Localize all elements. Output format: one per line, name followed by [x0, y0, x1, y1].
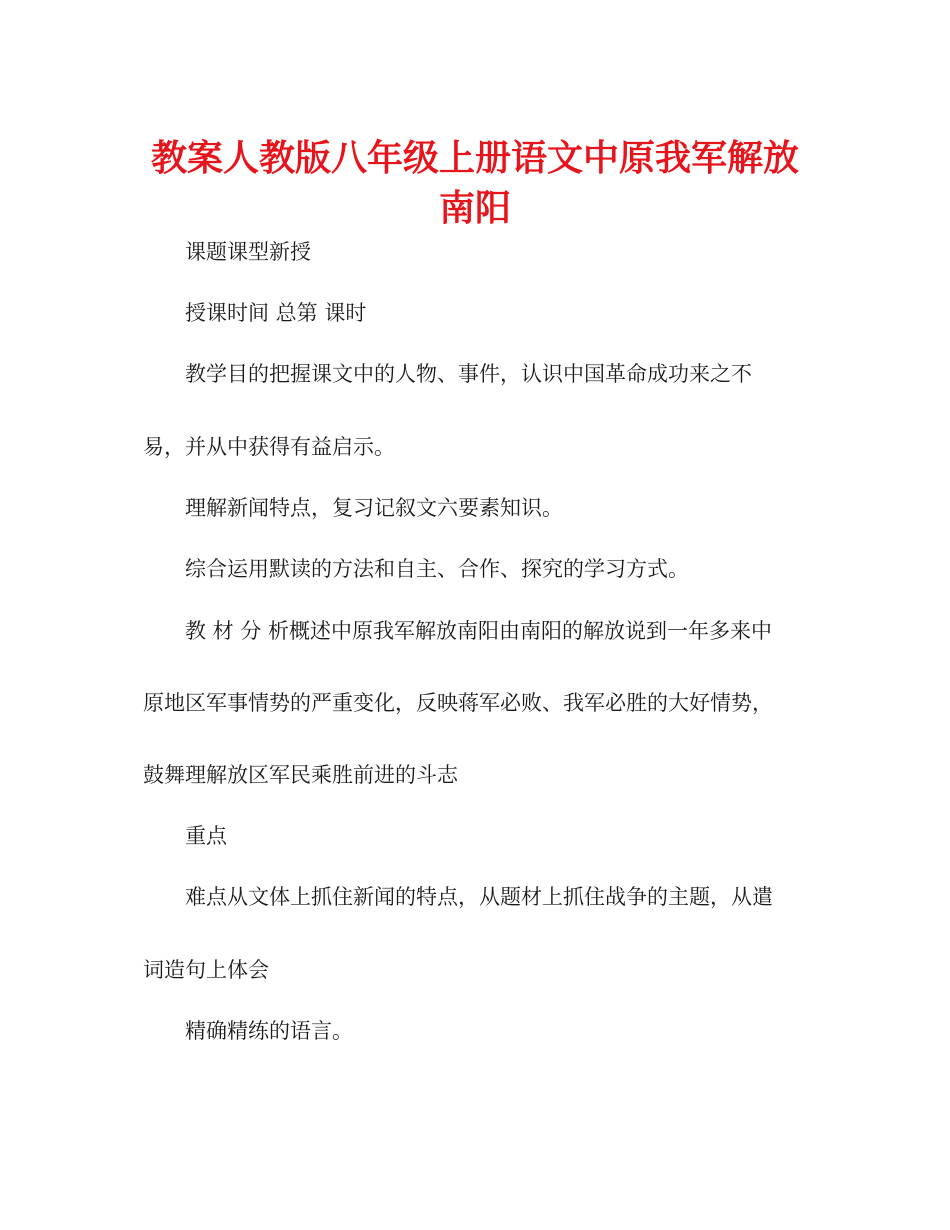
teaching-goal-line-2: 易，并从中获得有益启示。 — [143, 435, 395, 459]
material-analysis-line-3: 鼓舞理解放区军民乘胜前进的斗志 — [143, 763, 458, 787]
document-title-line-2: 南阳 — [438, 188, 511, 229]
teaching-goal-line-1: 教学目的把握课文中的人物、事件，认识中国革命成功来之不 — [185, 362, 752, 386]
key-point-line: 重点 — [185, 824, 227, 848]
material-analysis-line-1: 教 材 分 析概述中原我军解放南阳由南阳的解放说到一年多来中 — [185, 619, 773, 643]
difficulty-line-1: 难点从文体上抓住新闻的特点，从题材上抓住战争的主题，从遣 — [185, 885, 773, 909]
document-title-line-1: 教案人教版八年级上册语文中原我军解放 — [150, 138, 799, 179]
difficulty-line-3: 精确精练的语言。 — [185, 1019, 353, 1043]
lesson-type-line: 课题课型新授 — [185, 240, 311, 264]
difficulty-line-2: 词造句上体会 — [143, 958, 269, 982]
lesson-time-line: 授课时间 总第 课时 — [185, 301, 367, 325]
news-features-line: 理解新闻特点，复习记叙文六要素知识。 — [185, 496, 563, 520]
learning-method-line: 综合运用默读的方法和自主、合作、探究的学习方式。 — [185, 557, 689, 581]
material-analysis-line-2: 原地区军事情势的严重变化，反映蒋军必败、我军必胜的大好情势， — [143, 691, 773, 715]
